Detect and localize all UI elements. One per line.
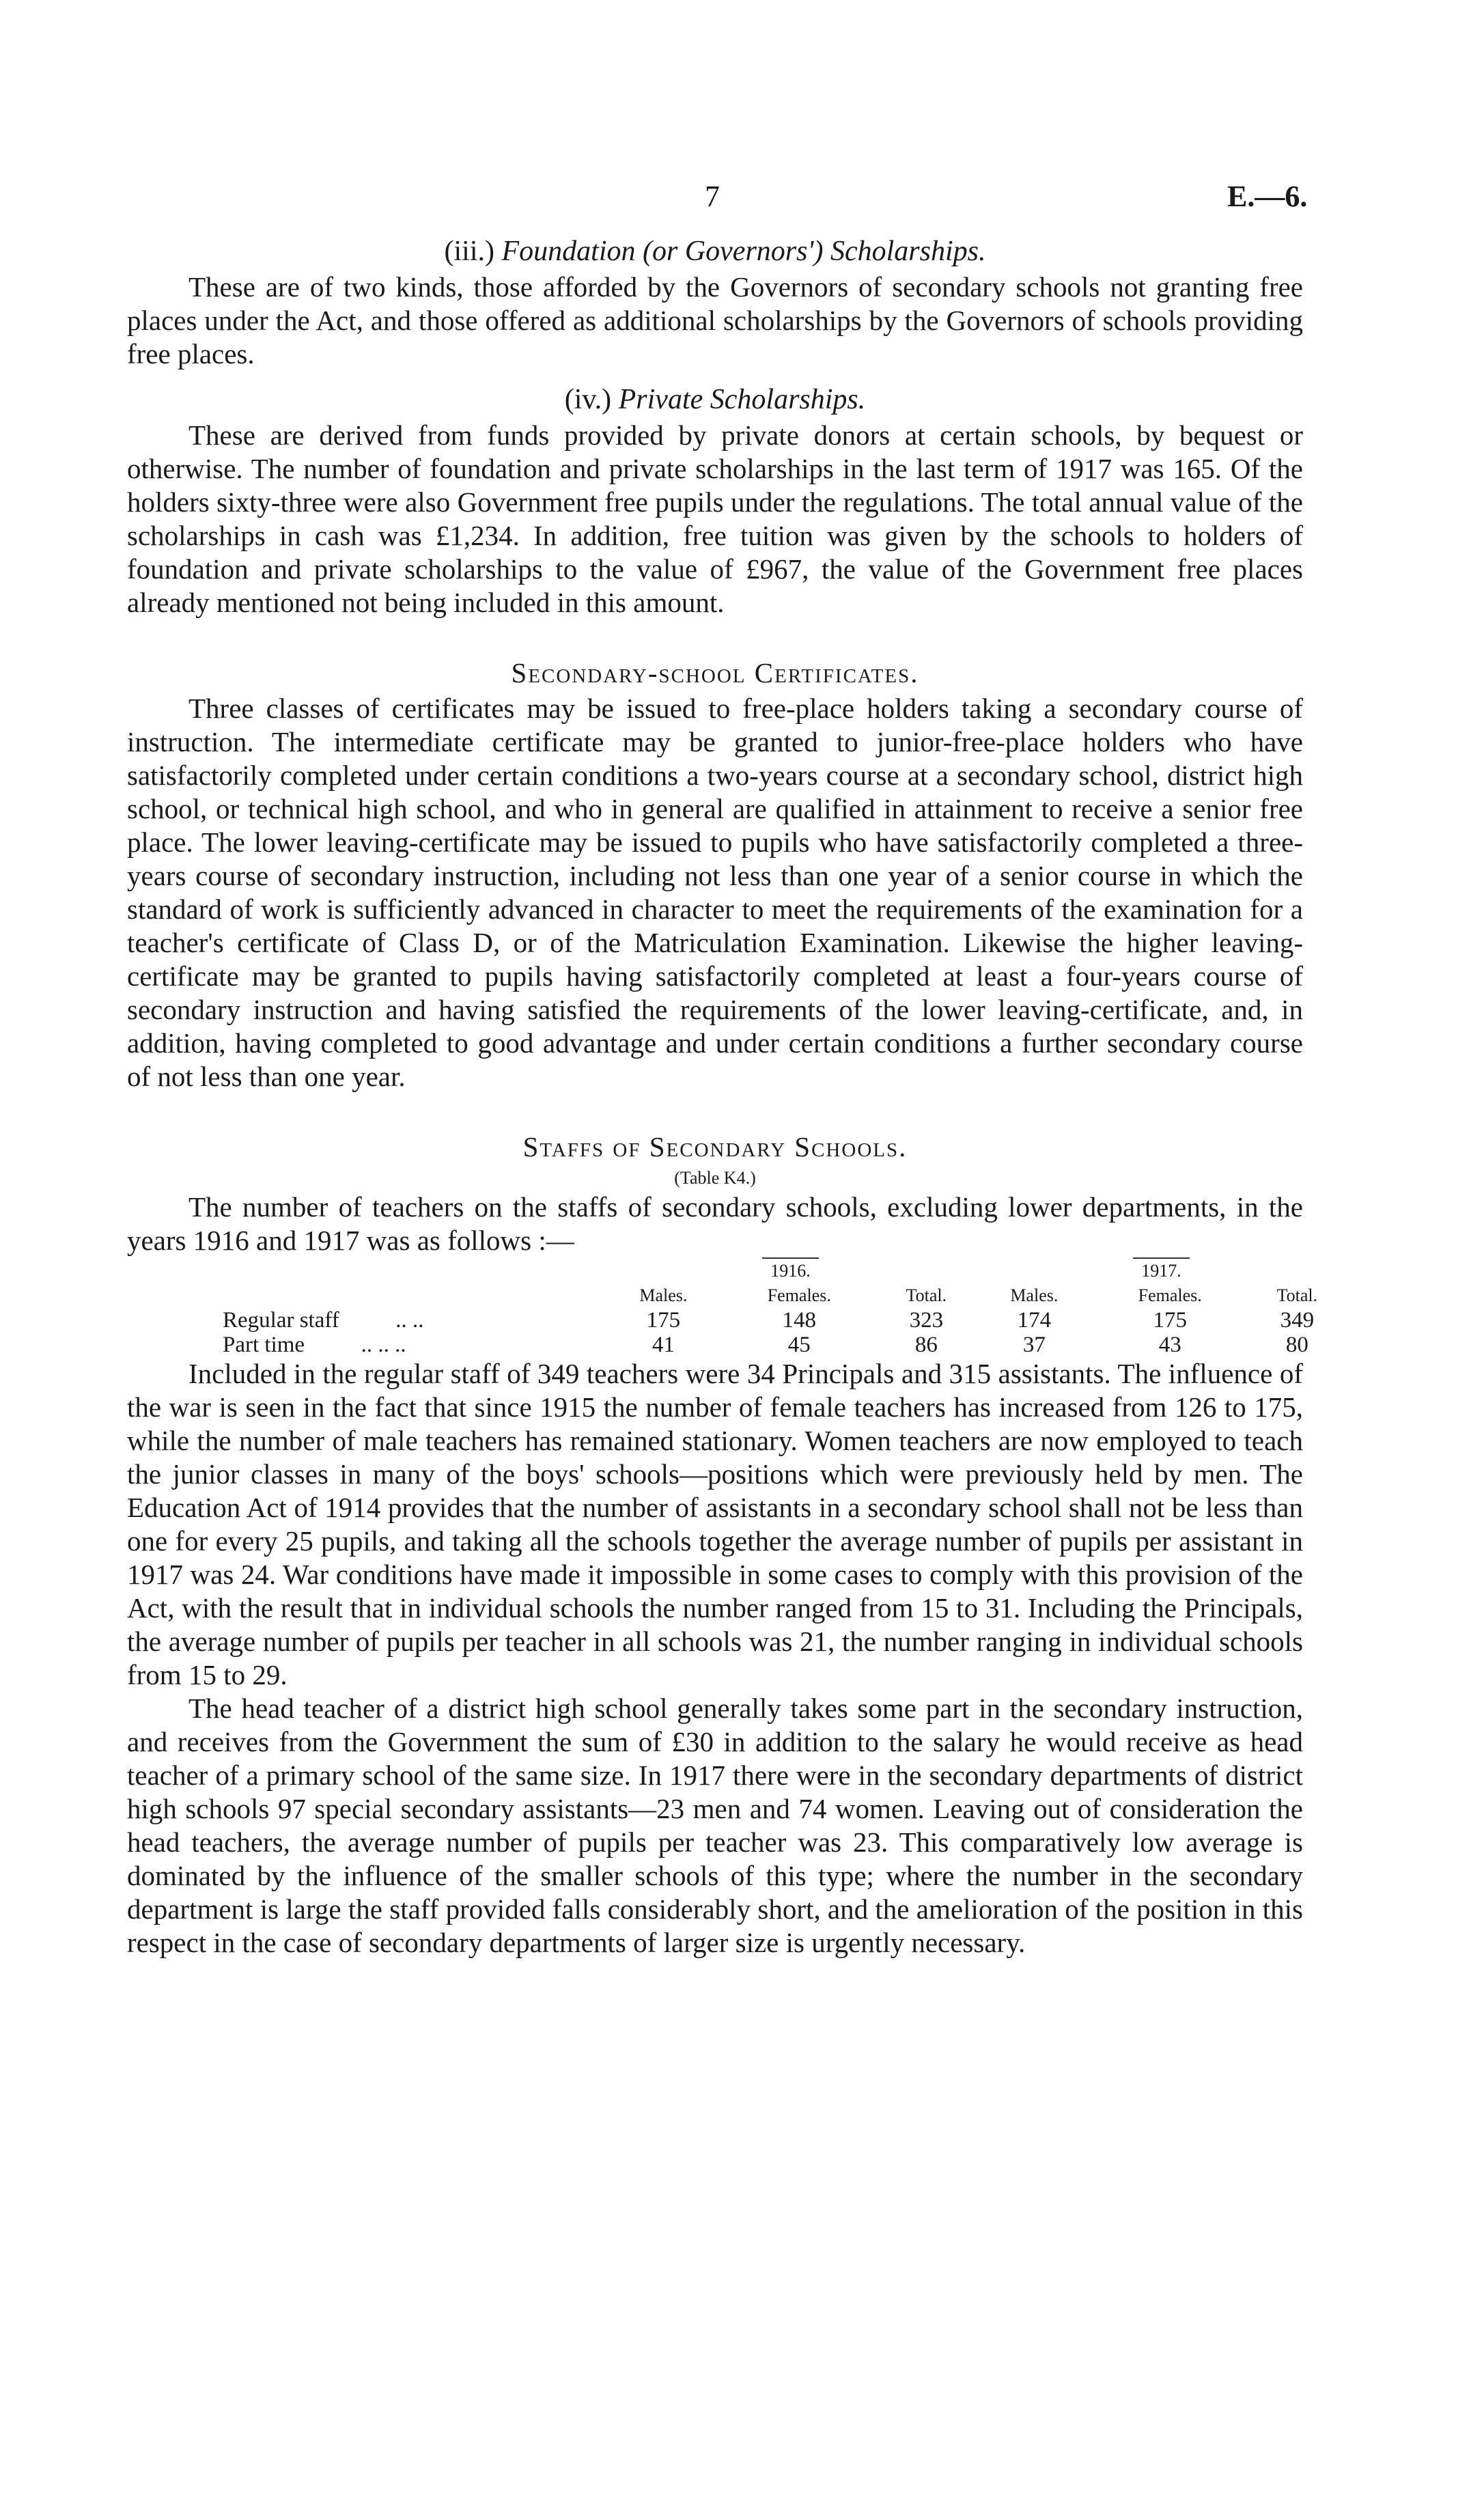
foundation-scholarships-heading <box>127 232 1303 270</box>
private-scholarships-paragraph: These are derived from funds provided by private donors at certain schools, by bequest or otherwise. The number of foundation and private scholarships in the last term of 1917 was 165. Of the holders sixty-three were also Government free pupils under the regulations. The total annual value of the scholarships in cash was £1,234. In addition, free tuition was given by the schools to holders of foundation and private scholarships to the value of £967, the value of the Government free places already mentioned not being included in this amount. <box>127 419 1303 618</box>
certificates-section <box>127 654 1303 1094</box>
section-number: (iv.) <box>564 384 612 415</box>
table-column-header-row <box>223 1283 1347 1308</box>
column-header: Total. <box>1276 1285 1318 1305</box>
staffs-paragraph-2: The head teacher of a district high school generally takes some part in the secondary instruction, and receives from the Government the sum of £30 in addition to the salary he would receive as head teacher of a primary school of the same size. In 1917 there were in the secondary departments of district high schools 97 special secondary assistants—23 men and 74 women. Leaving out of consideration the head teachers, the average number of pupils per teacher was 23. This comparatively low average is dominated by the influence of the smaller schools of this type; where the number in the secondary department is large the staff provided falls considerably short, and the amelioration of the position in this respect in the case of secondary departments of larger size is urgently necessary. <box>127 1693 1303 1958</box>
leader-dots: .. .. .. <box>361 1333 406 1357</box>
column-header: Males. <box>639 1285 688 1305</box>
certificates-heading: Secondary-school Certificates. <box>511 657 919 688</box>
column-header: Total. <box>906 1285 947 1305</box>
foundation-scholarships-paragraph: These are of two kinds, those afforded by the Governors of secondary schools not granting free places under the Act, and those offered as additional scholarships by the Governors of schools providing free places. <box>127 271 1303 370</box>
column-header: Females. <box>767 1285 831 1305</box>
table-row <box>223 1333 1347 1357</box>
table-cell: 43 <box>1158 1333 1181 1357</box>
year-header-1917: 1917. <box>976 1257 1347 1283</box>
section-number: (iii.) <box>444 236 494 267</box>
staffs-heading: Staffs of Secondary Schools. <box>522 1131 908 1162</box>
row-label: Part time .. .. .. <box>223 1333 406 1357</box>
table-reference: (Table K4.) <box>674 1168 756 1188</box>
foundation-scholarships-section <box>127 232 1303 371</box>
certificates-paragraph: Three classes of certificates may be issued to free-place holders taking a secondary course of instruction. The intermediate certificate may be granted to junior-free-place holders who have satisfactorily completed under certain conditions a two-years course at a secondary school, district high school, or technical high school, and who in general are qualified in attainment to receive a senior free place. The lower leaving-certificate may be issued to pupils who have satisfactorily completed a three-years course of secondary instruction, including not less than one year of a senior course in which the standard of work is sufficiently advanced in character to meet the requirements of the examination for a teacher's certificate of Class D, or of the Matriculation Examination. Likewise the higher leaving-certificate may be granted to pupils having satisfactorily completed at least a four-years course of secondary instruction and having satisfied the requirements of the lower leaving-certificate, and, in addition, having completed to good advantage and under certain conditions a further secondary course of not less than one year. <box>127 693 1303 1092</box>
table-row <box>223 1308 1347 1333</box>
table-cell: 323 <box>909 1308 944 1333</box>
leader-dots: .. .. <box>395 1308 424 1333</box>
page-content <box>127 232 1318 1960</box>
row-label: Regular staff .. .. <box>223 1308 424 1333</box>
staff-table <box>223 1257 1347 1357</box>
section-title: Foundation (or Governors') Scholarships. <box>501 236 986 267</box>
table-cell: 175 <box>1153 1308 1187 1333</box>
table-cell: 80 <box>1285 1333 1308 1357</box>
staffs-intro-paragraph: The number of teachers on the staffs of secondary schools, excluding lower departments, in the years 1916 and 1917 was as follows :— <box>127 1191 1303 1256</box>
private-scholarships-section <box>127 380 1303 619</box>
page-number: 7 <box>705 180 720 213</box>
table-cell: 349 <box>1280 1308 1315 1333</box>
table-cell: 45 <box>787 1333 811 1357</box>
table-year-row <box>223 1257 1347 1283</box>
staffs-section <box>127 1128 1318 1960</box>
table-cell: 174 <box>1017 1308 1052 1333</box>
table-cell: 37 <box>1022 1333 1046 1357</box>
document-code: E.—6. <box>1227 180 1308 213</box>
table-cell: 86 <box>914 1333 938 1357</box>
page-header <box>0 179 1484 220</box>
column-header: Females. <box>1138 1285 1202 1305</box>
year-header-1916: 1916. <box>605 1257 976 1283</box>
table-cell: 148 <box>782 1308 817 1333</box>
table-cell: 41 <box>652 1333 675 1357</box>
column-header: Males. <box>1010 1285 1059 1305</box>
section-title: Private Scholarships. <box>618 384 866 415</box>
staffs-paragraph-1: Included in the regular staff of 349 teachers were 34 Principals and 315 assistants. The influence of the war is seen in the fact that since 1915 the number of female teachers has increased from 126 to 175, while the number of male teachers has remained stationary. Women teachers are now employed to teach the junior classes in many of the boys' schools—positions which were previously held by men. The Education Act of 1914 provides that the number of assistants in a secondary school shall not be less than one for every 25 pupils, and taking all the schools together the average number of pupils per assistant in 1917 was 24. War conditions have made it impossible in some cases to comply with this provision of the Act, with the result that in individual schools the number ranged from 15 to 31. Including the Principals, the average number of pupils per teacher in all schools was 21, the number ranging in individual schools from 15 to 29. <box>127 1358 1303 1690</box>
private-scholarships-heading <box>127 380 1303 419</box>
table-cell: 175 <box>646 1308 681 1333</box>
